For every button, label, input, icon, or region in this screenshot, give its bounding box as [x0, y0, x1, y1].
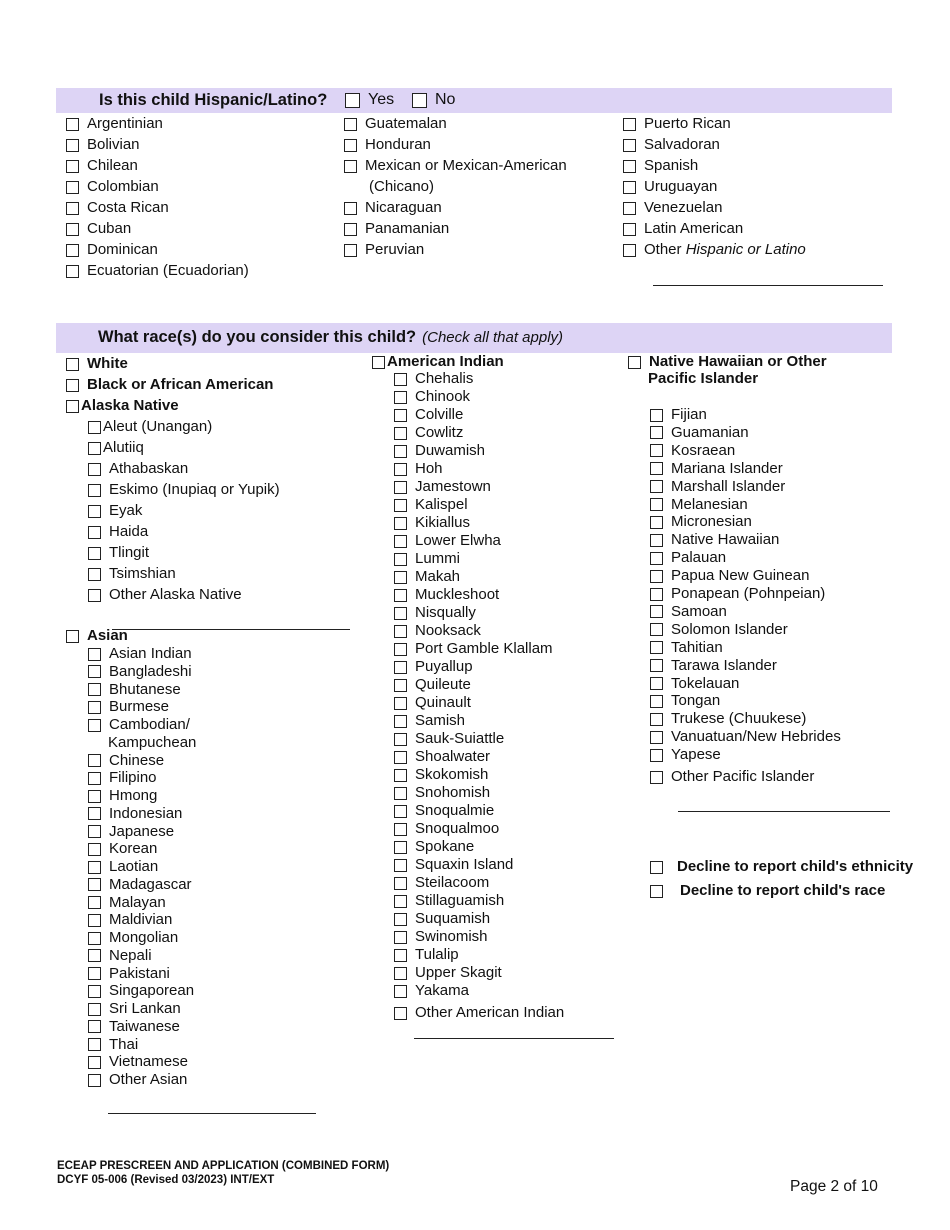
ethnicity-option-honduran[interactable]: Honduran [344, 136, 431, 154]
checkbox[interactable] [88, 547, 101, 560]
race-question: What race(s) do you consider this child? (Check all that apply) [98, 328, 564, 346]
checkbox[interactable] [344, 118, 357, 131]
nhpi-option-solomon-islander[interactable]: Solomon Islander [650, 621, 788, 639]
checkbox[interactable] [394, 607, 407, 620]
other-hispanic-write-in-line[interactable] [653, 285, 883, 286]
checkbox[interactable] [88, 949, 101, 962]
nhpi-option-other-pacific-islander[interactable]: Other Pacific Islander [650, 768, 814, 786]
black-checkbox[interactable] [66, 379, 79, 392]
checkbox[interactable] [66, 223, 79, 236]
checkbox[interactable] [66, 118, 79, 131]
checkbox[interactable] [650, 659, 663, 672]
checkbox[interactable] [650, 480, 663, 493]
checkbox[interactable] [650, 588, 663, 601]
nhpi-option-guamanian[interactable]: Guamanian [650, 424, 749, 442]
form-title: ECEAP PRESCREEN AND APPLICATION (COMBINED FORM) [57, 1160, 390, 1172]
ethnicity-option-spanish[interactable]: Spanish [623, 157, 698, 175]
ethnicity-option-latin-american[interactable]: Latin American [623, 220, 743, 238]
checkbox[interactable] [66, 139, 79, 152]
asian-option-japanese[interactable]: Japanese [88, 823, 174, 841]
checkbox[interactable] [623, 202, 636, 215]
checkbox[interactable] [394, 463, 407, 476]
checkbox[interactable] [88, 589, 101, 602]
checkbox[interactable] [394, 913, 407, 926]
ethnicity-option-nicaraguan[interactable]: Nicaraguan [344, 199, 442, 217]
checkbox[interactable] [394, 787, 407, 800]
checkbox[interactable] [650, 570, 663, 583]
checkbox[interactable] [88, 932, 101, 945]
checkbox[interactable] [394, 661, 407, 674]
american-indian-option-quinault[interactable]: Quinault [394, 694, 471, 712]
checkbox[interactable] [88, 1074, 101, 1087]
checkbox[interactable] [623, 223, 636, 236]
ethnicity-option-other-hispanic[interactable]: Other Hispanic or Latino [623, 241, 806, 259]
ethnicity-option-uruguayan[interactable]: Uruguayan [623, 178, 717, 196]
decline-race-checkbox[interactable] [650, 885, 663, 898]
race-asian-option[interactable]: Asian [66, 627, 128, 645]
ethnicity-option-dominican[interactable]: Dominican [66, 241, 158, 259]
hispanic-no-checkbox[interactable] [412, 93, 427, 108]
nhpi-option-vanuatuan-new-hebrides[interactable]: Vanuatuan/New Hebrides [650, 728, 841, 746]
american-indian-option-nooksack[interactable]: Nooksack [394, 622, 481, 640]
checkbox[interactable] [88, 1020, 101, 1033]
alaska-option-aleut-unangan[interactable]: Aleut (Unangan) [88, 418, 212, 436]
race-nhpi-option[interactable]: Native Hawaiian or Other [628, 353, 827, 371]
american-indian-option-quileute[interactable]: Quileute [394, 676, 471, 694]
nhpi-option-yapese[interactable]: Yapese [650, 746, 721, 764]
checkbox[interactable] [394, 391, 407, 404]
hispanic-yes-option[interactable]: Yes [345, 91, 394, 109]
checkbox[interactable] [394, 859, 407, 872]
american-indian-option-snoqualmie[interactable]: Snoqualmie [394, 802, 494, 820]
checkbox[interactable] [344, 160, 357, 173]
alaska-option-eskimo-inupiaq-or-yupik[interactable]: Eskimo (Inupiaq or Yupik) [88, 481, 280, 499]
checkbox[interactable] [650, 426, 663, 439]
checkbox[interactable] [394, 823, 407, 836]
ethnicity-option-venezuelan[interactable]: Venezuelan [623, 199, 722, 217]
american-indian-option-lower-elwha[interactable]: Lower Elwha [394, 532, 501, 550]
asian-option-chinese[interactable]: Chinese [88, 752, 164, 770]
other-alaska-native-write-in-line[interactable] [112, 629, 350, 630]
asian-option-indonesian[interactable]: Indonesian [88, 805, 182, 823]
checkbox[interactable] [650, 749, 663, 762]
race-white-option[interactable]: White [66, 355, 128, 373]
option-label-continuation: Kampuchean [108, 733, 197, 751]
race-black-option[interactable]: Black or African American [66, 376, 273, 394]
checkbox[interactable] [88, 825, 101, 838]
asian-option-vietnamese[interactable]: Vietnamese [88, 1053, 188, 1071]
checkbox[interactable] [344, 223, 357, 236]
checkbox[interactable] [650, 534, 663, 547]
nhpi-option-tarawa-islander[interactable]: Tarawa Islander [650, 657, 777, 675]
checkbox[interactable] [344, 202, 357, 215]
checkbox[interactable] [66, 202, 79, 215]
ethnicity-option-peruvian[interactable]: Peruvian [344, 241, 424, 259]
american-indian-option-muckleshoot[interactable]: Muckleshoot [394, 586, 499, 604]
american-indian-option-spokane[interactable]: Spokane [394, 838, 474, 856]
nhpi-option-kosraean[interactable]: Kosraean [650, 442, 735, 460]
checkbox[interactable] [650, 623, 663, 636]
alaska-option-other-alaska-native[interactable]: Other Alaska Native [88, 586, 242, 604]
asian-option-sri-lankan[interactable]: Sri Lankan [88, 1000, 181, 1018]
checkbox[interactable] [88, 985, 101, 998]
nhpi-option-papua-new-guinean[interactable]: Papua New Guinean [650, 567, 809, 585]
nhpi-option-melanesian[interactable]: Melanesian [650, 496, 748, 514]
checkbox[interactable] [88, 754, 101, 767]
white-checkbox[interactable] [66, 358, 79, 371]
ethnicity-option-puerto-rican[interactable]: Puerto Rican [623, 115, 731, 133]
checkbox[interactable] [88, 967, 101, 980]
checkbox[interactable] [394, 409, 407, 422]
american-indian-option-yakama[interactable]: Yakama [394, 982, 469, 1000]
checkbox[interactable] [394, 877, 407, 890]
checkbox[interactable] [394, 751, 407, 764]
decline-ethnicity-option[interactable]: Decline to report child's ethnicity [650, 858, 913, 876]
checkbox[interactable] [650, 444, 663, 457]
alaska-option-haida[interactable]: Haida [88, 523, 148, 541]
checkbox[interactable] [394, 517, 407, 530]
american-indian-option-nisqually[interactable]: Nisqually [394, 604, 476, 622]
race-american-indian-option[interactable]: American Indian [372, 353, 504, 371]
checkbox[interactable] [650, 677, 663, 690]
checkbox[interactable] [650, 695, 663, 708]
checkbox[interactable] [88, 1003, 101, 1016]
american-indian-option-kikiallus[interactable]: Kikiallus [394, 514, 470, 532]
american-indian-option-steilacoom[interactable]: Steilacoom [394, 874, 489, 892]
other-american-indian-write-in-line[interactable] [414, 1038, 614, 1039]
asian-option-burmese[interactable]: Burmese [88, 698, 169, 716]
other-pacific-islander-write-in-line[interactable] [678, 811, 890, 812]
american-indian-option-skokomish[interactable]: Skokomish [394, 766, 488, 784]
asian-option-malayan[interactable]: Malayan [88, 894, 166, 912]
american-indian-option-duwamish[interactable]: Duwamish [394, 442, 485, 460]
checkbox[interactable] [394, 427, 407, 440]
american-indian-option-stillaguamish[interactable]: Stillaguamish [394, 892, 504, 910]
ethnicity-option-bolivian[interactable]: Bolivian [66, 136, 140, 154]
asian-option-taiwanese[interactable]: Taiwanese [88, 1018, 180, 1036]
checkbox[interactable] [650, 605, 663, 618]
asian-option-madagascar[interactable]: Madagascar [88, 876, 192, 894]
american-indian-option-snoqualmoo[interactable]: Snoqualmoo [394, 820, 499, 838]
american-indian-option-tulalip[interactable]: Tulalip [394, 946, 459, 964]
american-indian-option-puyallup[interactable]: Puyallup [394, 658, 473, 676]
nhpi-option-tongan[interactable]: Tongan [650, 692, 720, 710]
ethnicity-question: Is this child Hispanic/Latino? [99, 91, 328, 109]
checkbox[interactable] [88, 1056, 101, 1069]
nhpi-checkbox[interactable] [628, 356, 641, 369]
checkbox[interactable] [66, 265, 79, 278]
ethnicity-option-mexican-or-mexican-american[interactable]: Mexican or Mexican-American [344, 157, 567, 175]
checkbox[interactable] [88, 807, 101, 820]
checkbox[interactable] [394, 373, 407, 386]
checkbox[interactable] [650, 641, 663, 654]
checkbox[interactable] [394, 1007, 407, 1020]
race-nhpi-label-line2: Pacific Islander [648, 370, 759, 387]
ethnicity-option-cuban[interactable]: Cuban [66, 220, 131, 238]
checkbox[interactable] [650, 516, 663, 529]
alaska-option-eyak[interactable]: Eyak [88, 502, 142, 520]
checkbox[interactable] [88, 896, 101, 909]
decline-race-option[interactable]: Decline to report child's race [650, 882, 885, 900]
checkbox[interactable] [66, 181, 79, 194]
asian-option-bangladeshi[interactable]: Bangladeshi [88, 663, 192, 681]
ethnicity-option-ecuatorian-ecuadorian[interactable]: Ecuatorian (Ecuadorian) [66, 262, 249, 280]
checkbox[interactable] [394, 769, 407, 782]
american-indian-option-colville[interactable]: Colville [394, 406, 463, 424]
ethnicity-option-colombian[interactable]: Colombian [66, 178, 159, 196]
checkbox[interactable] [394, 931, 407, 944]
checkbox[interactable] [394, 895, 407, 908]
checkbox[interactable] [88, 568, 101, 581]
asian-option-singaporean[interactable]: Singaporean [88, 982, 194, 1000]
ethnicity-option-costa-rican[interactable]: Costa Rican [66, 199, 169, 217]
checkbox[interactable] [650, 552, 663, 565]
asian-option-laotian[interactable]: Laotian [88, 858, 158, 876]
checkbox[interactable] [394, 679, 407, 692]
asian-option-cambodian[interactable]: Cambodian/ [88, 716, 190, 734]
alaska-option-tsimshian[interactable]: Tsimshian [88, 565, 176, 583]
checkbox[interactable] [344, 139, 357, 152]
american-indian-option-makah[interactable]: Makah [394, 568, 460, 586]
nhpi-option-ponapean-pohnpeian[interactable]: Ponapean (Pohnpeian) [650, 585, 825, 603]
nhpi-option-marshall-islander[interactable]: Marshall Islander [650, 478, 785, 496]
checkbox[interactable] [394, 589, 407, 602]
checkbox[interactable] [88, 790, 101, 803]
american-indian-option-samish[interactable]: Samish [394, 712, 465, 730]
asian-option-filipino[interactable]: Filipino [88, 769, 157, 787]
checkbox[interactable] [88, 878, 101, 891]
checkbox[interactable] [88, 665, 101, 678]
checkbox[interactable] [88, 719, 101, 732]
american-indian-option-sauk-suiattle[interactable]: Sauk-Suiattle [394, 730, 504, 748]
hispanic-yes-checkbox[interactable] [345, 93, 360, 108]
checkbox[interactable] [394, 733, 407, 746]
asian-option-asian-indian[interactable]: Asian Indian [88, 645, 192, 663]
nhpi-option-native-hawaiian[interactable]: Native Hawaiian [650, 531, 779, 549]
american-indian-option-jamestown[interactable]: Jamestown [394, 478, 491, 496]
checkbox[interactable] [88, 1038, 101, 1051]
asian-option-korean[interactable]: Korean [88, 840, 157, 858]
checkbox[interactable] [394, 967, 407, 980]
checkbox[interactable] [88, 648, 101, 661]
other-asian-write-in-line[interactable] [108, 1113, 316, 1114]
asian-option-other-asian[interactable]: Other Asian [88, 1071, 187, 1089]
ethnicity-option-salvadoran[interactable]: Salvadoran [623, 136, 720, 154]
ethnicity-option-guatemalan[interactable]: Guatemalan [344, 115, 447, 133]
checkbox[interactable] [650, 731, 663, 744]
checkbox[interactable] [394, 499, 407, 512]
checkbox[interactable] [394, 535, 407, 548]
checkbox[interactable] [394, 949, 407, 962]
checkbox[interactable] [88, 772, 101, 785]
checkbox[interactable] [394, 643, 407, 656]
american-indian-checkbox[interactable] [372, 356, 385, 369]
checkbox[interactable] [394, 553, 407, 566]
american-indian-option-other-american-indian[interactable]: Other American Indian [394, 1004, 564, 1022]
asian-option-maldivian[interactable]: Maldivian [88, 911, 172, 929]
race-alaska-native-option[interactable]: Alaska Native [66, 397, 179, 415]
ethnicity-option-argentinian[interactable]: Argentinian [66, 115, 163, 133]
checkbox[interactable] [394, 841, 407, 854]
checkbox[interactable] [88, 701, 101, 714]
nhpi-option-micronesian[interactable]: Micronesian [650, 513, 752, 531]
checkbox[interactable] [88, 421, 101, 434]
checkbox[interactable] [88, 442, 101, 455]
american-indian-option-hoh[interactable]: Hoh [394, 460, 443, 478]
checkbox[interactable] [394, 445, 407, 458]
checkbox[interactable] [88, 683, 101, 696]
checkbox[interactable] [394, 805, 407, 818]
checkbox[interactable] [623, 160, 636, 173]
american-indian-option-squaxin-island[interactable]: Squaxin Island [394, 856, 513, 874]
american-indian-option-swinomish[interactable]: Swinomish [394, 928, 488, 946]
checkbox[interactable] [88, 861, 101, 874]
checkbox[interactable] [88, 505, 101, 518]
american-indian-option-snohomish[interactable]: Snohomish [394, 784, 490, 802]
checkbox[interactable] [650, 713, 663, 726]
checkbox[interactable] [623, 181, 636, 194]
checkbox[interactable] [650, 409, 663, 422]
checkbox[interactable] [88, 526, 101, 539]
checkbox[interactable] [394, 715, 407, 728]
nhpi-option-fijian[interactable]: Fijian [650, 406, 707, 424]
alaska-native-checkbox[interactable] [66, 400, 79, 413]
american-indian-option-chehalis[interactable]: Chehalis [394, 370, 473, 388]
american-indian-option-suquamish[interactable]: Suquamish [394, 910, 490, 928]
american-indian-option-lummi[interactable]: Lummi [394, 550, 460, 568]
checkbox[interactable] [88, 484, 101, 497]
checkbox[interactable] [623, 244, 636, 257]
checkbox[interactable] [88, 914, 101, 927]
form-number: DCYF 05-006 (Revised 03/2023) INT/EXT [57, 1174, 275, 1186]
asian-option-bhutanese[interactable]: Bhutanese [88, 681, 181, 699]
checkbox[interactable] [394, 571, 407, 584]
checkbox[interactable] [650, 462, 663, 475]
checkbox[interactable] [66, 244, 79, 257]
alaska-option-athabaskan[interactable]: Athabaskan [88, 460, 188, 478]
ethnicity-option-panamanian[interactable]: Panamanian [344, 220, 449, 238]
checkbox[interactable] [650, 498, 663, 511]
nhpi-option-tokelauan[interactable]: Tokelauan [650, 675, 739, 693]
option-label-continuation: (Chicano) [369, 178, 435, 195]
american-indian-option-shoalwater[interactable]: Shoalwater [394, 748, 490, 766]
nhpi-option-palauan[interactable]: Palauan [650, 549, 726, 567]
hispanic-no-option[interactable]: No [412, 91, 455, 109]
asian-option-thai[interactable]: Thai [88, 1036, 138, 1054]
checkbox[interactable] [344, 244, 357, 257]
alaska-option-tlingit[interactable]: Tlingit [88, 544, 149, 562]
asian-checkbox[interactable] [66, 630, 79, 643]
nhpi-option-trukese-chuukese[interactable]: Trukese (Chuukese) [650, 710, 806, 728]
asian-option-pakistani[interactable]: Pakistani [88, 965, 170, 983]
decline-ethnicity-checkbox[interactable] [650, 861, 663, 874]
nhpi-option-samoan[interactable]: Samoan [650, 603, 727, 621]
checkbox[interactable] [88, 843, 101, 856]
american-indian-option-chinook[interactable]: Chinook [394, 388, 470, 406]
american-indian-option-cowlitz[interactable]: Cowlitz [394, 424, 463, 442]
checkbox[interactable] [394, 481, 407, 494]
asian-option-nepali[interactable]: Nepali [88, 947, 152, 965]
checkbox[interactable] [623, 139, 636, 152]
checkbox[interactable] [88, 463, 101, 476]
checkbox[interactable] [394, 697, 407, 710]
american-indian-option-kalispel[interactable]: Kalispel [394, 496, 468, 514]
checkbox[interactable] [623, 118, 636, 131]
checkbox[interactable] [394, 985, 407, 998]
alaska-option-alutiiq[interactable]: Alutiiq [88, 439, 144, 457]
checkbox[interactable] [650, 771, 663, 784]
page-number: Page 2 of 10 [790, 1178, 878, 1195]
nhpi-option-mariana-islander[interactable]: Mariana Islander [650, 460, 783, 478]
checkbox[interactable] [394, 625, 407, 638]
american-indian-option-port-gamble-klallam[interactable]: Port Gamble Klallam [394, 640, 553, 658]
nhpi-option-tahitian[interactable]: Tahitian [650, 639, 723, 657]
american-indian-option-upper-skagit[interactable]: Upper Skagit [394, 964, 502, 982]
checkbox[interactable] [66, 160, 79, 173]
ethnicity-option-chilean[interactable]: Chilean [66, 157, 138, 175]
asian-option-mongolian[interactable]: Mongolian [88, 929, 178, 947]
asian-option-hmong[interactable]: Hmong [88, 787, 157, 805]
